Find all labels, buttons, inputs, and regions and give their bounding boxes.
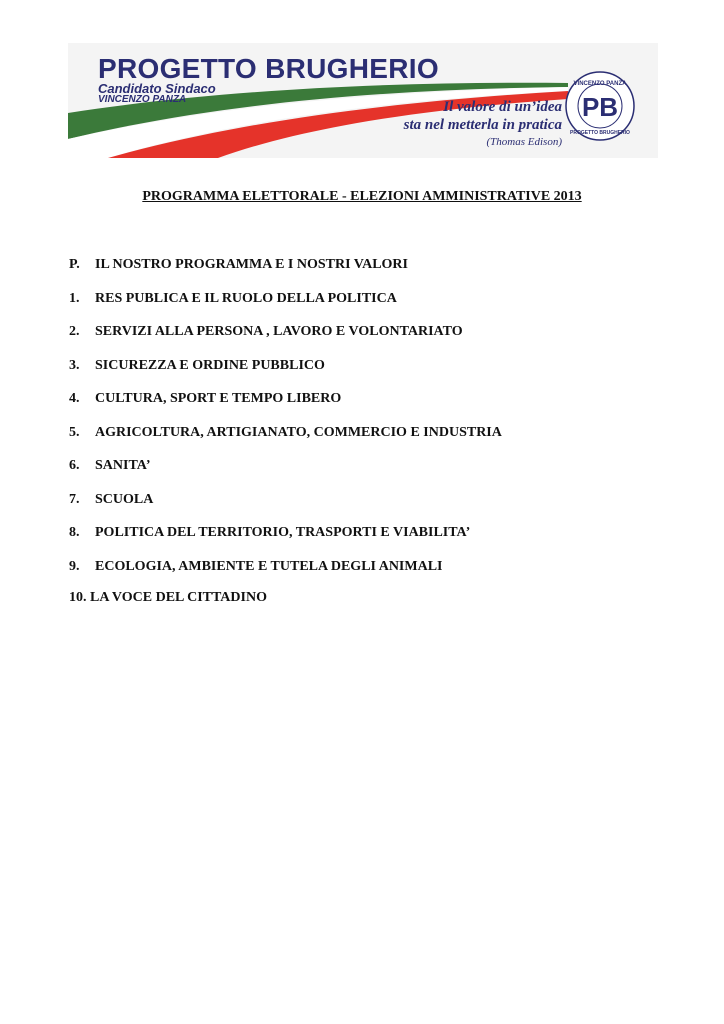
seal-bottom-text: PROGETTO BRUGHERIO	[570, 130, 630, 136]
item-number: 7.	[69, 492, 80, 507]
item-label: LA VOCE DEL CITTADINO	[90, 590, 267, 605]
header-banner	[68, 43, 658, 158]
list-item	[69, 290, 397, 308]
brand-title: PROGETTO BRUGHERIO	[98, 53, 439, 84]
quote-author: (Thomas Edison)	[486, 136, 562, 148]
item-number: 6.	[69, 458, 80, 473]
quote-line-2: sta nel metterla in pratica	[403, 117, 562, 133]
list-item	[69, 457, 151, 475]
list-item	[69, 558, 443, 576]
item-label: CULTURA, SPORT E TEMPO LIBERO	[95, 391, 342, 406]
seal-top-text: VINCENZO PANZA	[573, 81, 627, 87]
document-title: PROGRAMMA ELETTORALE - ELEZIONI AMMINISTRATIVE 2013	[142, 189, 582, 204]
item-number: 2.	[69, 324, 80, 339]
item-label: SERVIZI ALLA PERSONA , LAVORO E VOLONTARIATO	[95, 324, 463, 339]
item-label: SCUOLA	[95, 492, 154, 507]
list-item	[69, 524, 470, 542]
item-number: 4.	[69, 391, 80, 406]
list-item	[69, 589, 267, 607]
quote-line-1: Il valore di un’idea	[443, 99, 562, 115]
list-item	[69, 424, 502, 442]
item-number: 10.	[69, 590, 87, 605]
item-label: AGRICOLTURA, ARTIGIANATO, COMMERCIO E INDUSTRIA	[95, 425, 502, 440]
list-item	[69, 390, 341, 408]
item-number: 9.	[69, 559, 80, 574]
list-item	[69, 256, 408, 274]
brand-subtitle: Candidato Sindaco	[98, 81, 216, 96]
item-number: P.	[69, 257, 80, 272]
seal-monogram: PB	[581, 92, 619, 122]
item-label: ECOLOGIA, AMBIENTE E TUTELA DEGLI ANIMALI	[95, 559, 443, 574]
item-label: SICUREZZA E ORDINE PUBBLICO	[95, 358, 325, 373]
list-item	[69, 357, 325, 375]
pb-seal-logo	[564, 70, 636, 142]
item-number: 8.	[69, 525, 80, 540]
list-item	[69, 323, 463, 341]
item-label: SANITA’	[95, 458, 151, 473]
item-number: 3.	[69, 358, 80, 373]
item-number: 1.	[69, 291, 80, 306]
item-label: POLITICA DEL TERRITORIO, TRASPORTI E VIABILITA’	[95, 525, 471, 540]
item-label: IL NOSTRO PROGRAMMA E I NOSTRI VALORI	[95, 257, 408, 272]
list-item	[69, 491, 153, 509]
brand-candidate: VINCENZO PANZA	[98, 94, 187, 105]
item-number: 5.	[69, 425, 80, 440]
item-label: RES PUBLICA E IL RUOLO DELLA POLITICA	[95, 291, 397, 306]
